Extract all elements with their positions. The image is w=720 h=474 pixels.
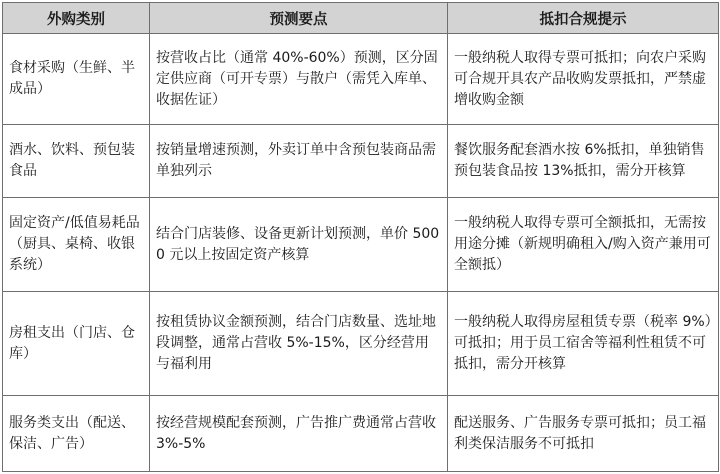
cell-compliance: 配送服务、广告服务专票可抵扣；员工福利类保洁服务不可抵扣 <box>448 396 719 472</box>
cell-compliance: 一般纳税人取得房屋租赁专票（税率 9%）可抵扣；用于员工宿舍等福利性租赁不可抵扣，需分开核算 <box>448 292 719 396</box>
table-row <box>3 34 719 125</box>
cell-category: 房租支出（门店、仓库） <box>3 292 150 396</box>
cell-category: 固定资产/低值易耗品（厨具、桌椅、收银系统） <box>3 198 150 292</box>
cell-forecast: 按租赁协议金额预测，结合门店数量、选址地段调整，通常占营收 5%-15%，区分经营用与福利用 <box>150 292 448 396</box>
cell-forecast: 按经营规模配套预测，广告推广费通常占营收 3%-5% <box>150 396 448 472</box>
table-row <box>3 396 719 472</box>
table-row <box>3 292 719 396</box>
table-row <box>3 198 719 292</box>
cell-compliance: 餐饮服务配套酒水按 6%抵扣，单独销售预包装食品按 13%抵扣，需分开核算 <box>448 125 719 198</box>
table-row <box>3 125 719 198</box>
cell-forecast: 按销量增速预测，外卖订单中含预包装商品需单独列示 <box>150 125 448 198</box>
cell-forecast: 结合门店装修、设备更新计划预测，单价 5000 元以上按固定资产核算 <box>150 198 448 292</box>
cell-forecast: 按营收占比（通常 40%-60%）预测，区分固定供应商（可开专票）与散户（需凭入库单、收据佐证） <box>150 34 448 125</box>
procurement-tax-table <box>2 2 719 472</box>
cell-category: 食材采购（生鲜、半成品） <box>3 34 150 125</box>
header-category: 外购类别 <box>3 3 150 34</box>
cell-category: 酒水、饮料、预包装食品 <box>3 125 150 198</box>
cell-compliance: 一般纳税人取得专票可全额抵扣，无需按用途分摊（新规明确租入/购入资产兼用可全额抵） <box>448 198 719 292</box>
cell-category: 服务类支出（配送、保洁、广告） <box>3 396 150 472</box>
header-forecast: 预测要点 <box>150 3 448 34</box>
header-row <box>3 3 719 34</box>
header-compliance: 抵扣合规提示 <box>448 3 719 34</box>
cell-compliance: 一般纳税人取得专票可抵扣；向农户采购可合规开具农产品收购发票抵扣，严禁虚增收购金额 <box>448 34 719 125</box>
